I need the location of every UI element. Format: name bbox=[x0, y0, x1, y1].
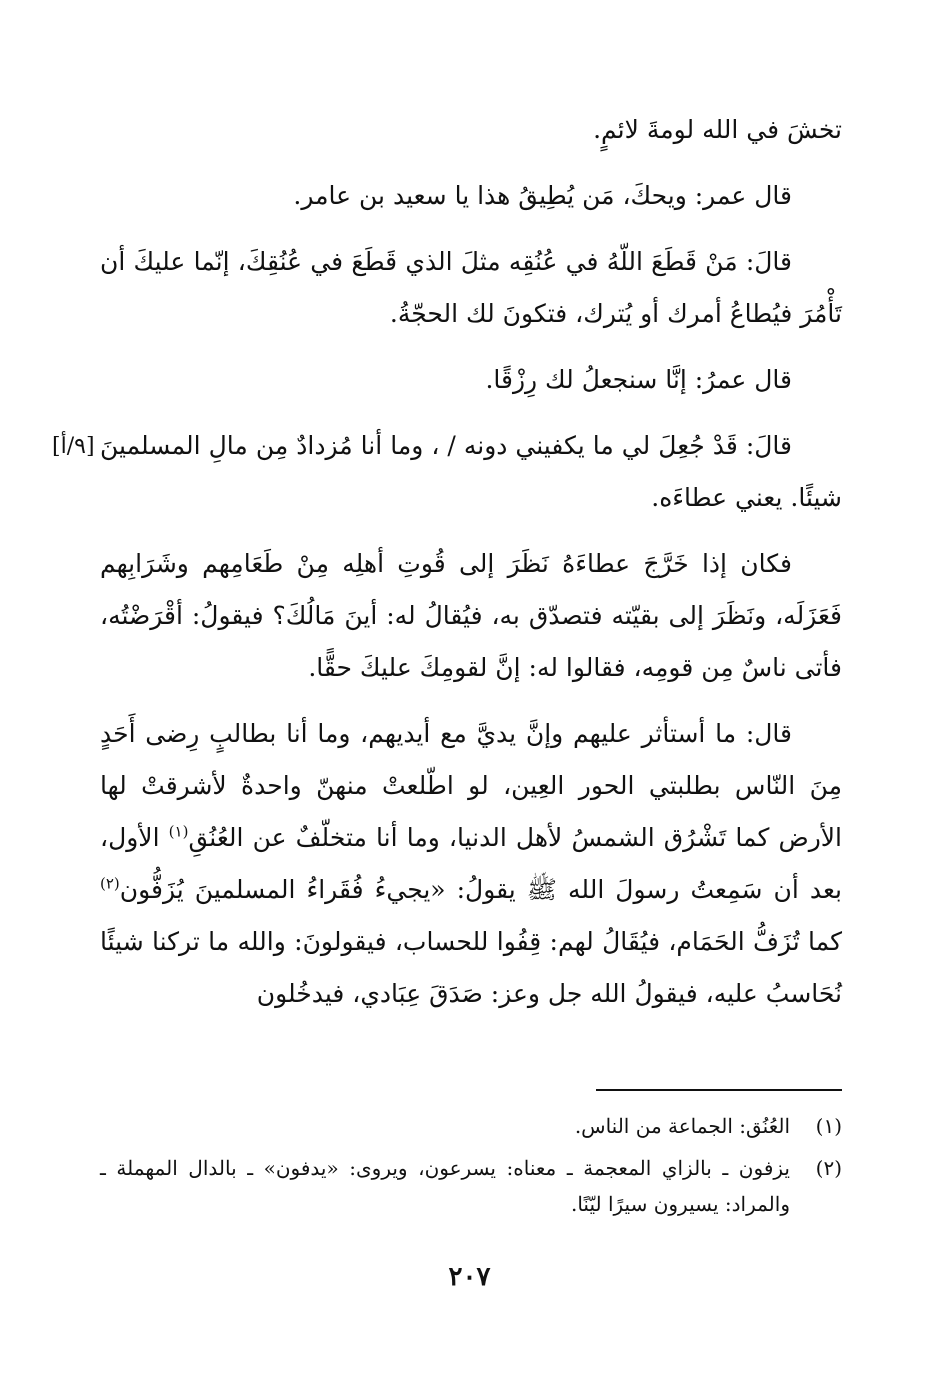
paragraph-7 bbox=[100, 708, 842, 1020]
footnote-2 bbox=[100, 1150, 842, 1222]
manuscript-folio-marker: [٩/أ] bbox=[52, 434, 95, 459]
footnote-number: (١) bbox=[815, 1114, 842, 1138]
main-text bbox=[100, 104, 842, 1034]
paragraph-7-start: قال: ما أستأثر عليهم وإنَّ يديَّ مع أيديهم، وما أنا بطالبٍ رِضى أَحَدٍ مِنَ النّاس بطلبتي الحور العِين، لو اطّلعتْ منهنّ واحدةٌ لأشرقتْ لها الأرض كما تَشْرُق الشمسُ لأهل الدنيا، وما أنا متخلّفٌ عن العُنُقِ bbox=[100, 719, 842, 852]
footnote-ref-1: (١) bbox=[168, 822, 189, 841]
footnote-1 bbox=[100, 1108, 842, 1144]
paragraph-7-middle: الأول، بعد أن سَمِعتُ رسولَ الله ﷺ يقولُ: «يجيءُ فُقَراءُ المسلمينَ يُزَفُّون bbox=[100, 823, 842, 904]
paragraph-6: فكان إذا خَرَّجَ عطاءَهُ نَظَرَ إلى قُوتِ أهلِه مِنْ طَعَامِهم وشَرَابِهم فَعَزَلَه، ونَظَرَ إلى بقيّته فتصدّق به، فيُقالُ له: أينَ مَالُكَ؟ فيقولُ: أقْرَضْتُه، فأتى ناسٌ مِن قومِه، فقالوا له: إنَّ لقومِكَ عليكَ حقًّا. bbox=[100, 549, 842, 682]
page-number: ٢٠٧ bbox=[448, 1262, 491, 1292]
paragraph-5: قالَ: قَدْ جُعِلَ لي ما يكفيني دونه / ، وما أنا مُزدادٌ مِن مالِ المسلمينَ شيئًا. يعني عطاءَه. bbox=[100, 431, 842, 512]
paragraph-2: قال عمر: ويحكَ، مَن يُطِيقُ هذا يا سعيد بن عامر. bbox=[293, 181, 792, 210]
paragraph-7-end: كما تُزَفُّ الحَمَام، فيُقَالُ لهم: قِفُوا للحساب، فيقولونَ: والله ما تركنا شيئًا نُحَاسبُ عليه، فيقولُ الله جل وعز: صَدَقَ عِبَادي، فيدخُلون bbox=[100, 927, 842, 1008]
paragraph-1: تخشَ في الله لومةَ لائمٍ. bbox=[593, 115, 842, 144]
footnote-number: (٢) bbox=[815, 1156, 842, 1180]
footnotes bbox=[100, 1108, 842, 1228]
footnote-ref-2: (٢) bbox=[100, 874, 120, 893]
paragraph-4: قال عمرُ: إنَّا سنجعلُ لك رِزْقًا. bbox=[485, 365, 792, 394]
footnote-text: العُنُق: الجماعة من الناس. bbox=[574, 1114, 790, 1138]
footnote-divider bbox=[596, 1089, 842, 1091]
footnote-text: يزفون ـ بالزاي المعجمة ـ معناه: يسرعون، ويروى: «يدفون» ـ بالدال المهملة ـ والمراد: يسيرون سيرًا ليّنًا. bbox=[100, 1156, 790, 1216]
paragraph-3: قالَ: مَنْ قَطَعَ اللّهُ في عُنُقِه مثلَ الذي قَطَعَ في عُنُقِكَ، إنّما عليكَ أن تَأْمُرَ فيُطاعُ أمرك أو يُترك، فتكونَ لك الحجّةُ. bbox=[100, 247, 842, 328]
